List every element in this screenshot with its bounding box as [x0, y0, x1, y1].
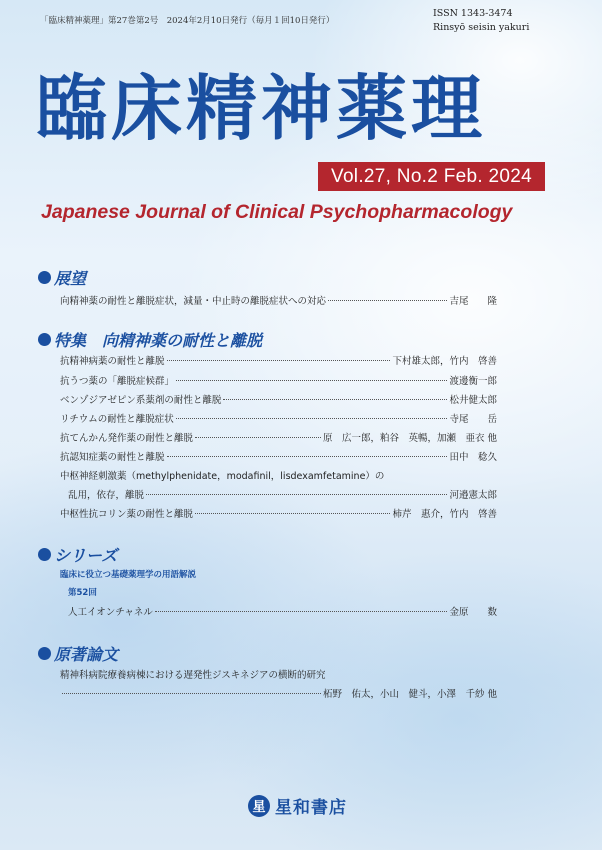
leader-dots — [167, 360, 391, 361]
toc-item[interactable] — [60, 411, 497, 425]
section-heading-label: 展望 — [54, 269, 87, 288]
toc-item[interactable] — [60, 449, 497, 463]
toc-item-author: 下村雄太郎，竹内 啓善 — [392, 356, 497, 367]
toc-item-title: 乱用，依存，離脱 — [68, 490, 145, 501]
series-subtitle: 臨床に役立つ基礎薬理学の用語解説 — [60, 570, 197, 580]
toc-item-author: 松井健太郎 — [449, 395, 497, 406]
english-title: Japanese Journal of Clinical Psychopharmacology — [41, 201, 513, 223]
toc-item-author: 柿芹 惠介，竹内 啓善 — [392, 509, 497, 520]
original-article-title[interactable]: 精神科病院療養病棟における遅発性ジスキネジアの横断的研究 — [60, 670, 326, 681]
section-heading-label: 特集 向精神薬の耐性と離脱 — [54, 331, 263, 350]
leader-dots — [223, 399, 447, 400]
leader-dots — [176, 380, 447, 381]
toc-item-author: 吉尾 隆 — [449, 296, 497, 307]
leader-dots — [167, 456, 448, 457]
leader-dots — [195, 437, 321, 438]
toc-item-author: 渡邊衡一郎 — [449, 376, 497, 387]
toc-item[interactable] — [60, 686, 497, 700]
toc-item-author: 田中 稔久 — [449, 452, 497, 463]
romaji-title: Rinsyō seisin yakuri — [433, 22, 530, 33]
toc-item-title: リチウムの耐性と離脱症状 — [60, 414, 174, 425]
toc-item-title: 抗てんかん発作薬の耐性と離脱 — [60, 433, 194, 444]
leader-dots — [176, 418, 448, 419]
toc-item[interactable] — [68, 604, 497, 618]
publisher-logo-icon: 星 — [248, 795, 270, 817]
toc-item[interactable] — [60, 430, 497, 444]
toc-item[interactable] — [60, 373, 497, 387]
toc-item-title: ベンゾジアゼピン系薬剤の耐性と離脱 — [60, 395, 222, 406]
section-heading-label: シリーズ — [54, 546, 118, 565]
toc-item-title-line1[interactable]: 中枢神経刺激薬（methylphenidate，modafinil，lisdexamfetamine）の — [60, 471, 385, 482]
toc-item[interactable] — [60, 392, 497, 406]
section-heading-tenbou — [38, 266, 86, 289]
leader-dots — [328, 300, 447, 301]
bullet-icon — [38, 333, 51, 346]
leader-dots — [155, 611, 448, 612]
toc-item-title: 人工イオンチャネル — [68, 607, 153, 618]
section-heading-series — [38, 543, 117, 566]
toc-item[interactable] — [60, 506, 497, 520]
section-heading-original — [38, 642, 118, 665]
leader-dots — [146, 494, 447, 495]
toc-item[interactable] — [60, 353, 497, 367]
toc-item-author: 寺尾 岳 — [449, 414, 497, 425]
toc-item-title: 抗認知症薬の耐性と離脱 — [60, 452, 165, 463]
toc-item-author: 河邉憲太郎 — [449, 490, 497, 501]
toc-item-author: 原 広一郎，粕谷 英暢，加瀬 亜衣 他 — [322, 433, 497, 444]
toc-item[interactable] — [68, 487, 497, 501]
bullet-icon — [38, 647, 51, 660]
leader-dots — [62, 693, 321, 694]
issn: ISSN 1343-3474 — [433, 8, 513, 19]
toc-item-title: 抗うつ薬の「離脱症候群」 — [60, 376, 175, 387]
toc-item-title: 中枢性抗コリン薬の耐性と離脱 — [60, 509, 194, 520]
section-heading-special — [38, 328, 262, 351]
publisher-name: 星和書店 — [275, 798, 347, 818]
bullet-icon — [38, 548, 51, 561]
leader-dots — [195, 513, 390, 514]
toc-item-title: 抗精神病薬の耐性と離脱 — [60, 356, 165, 367]
bullet-icon — [38, 271, 51, 284]
publisher — [248, 793, 347, 818]
volume-badge: Vol.27, No.2 Feb. 2024 — [318, 162, 545, 191]
toc-item-author: 金原 数 — [449, 607, 497, 618]
journal-title: 臨床精神薬理 — [36, 67, 487, 150]
toc-item-title: 向精神薬の耐性と離脱症状，減量・中止時の離脱症状への対応 — [60, 296, 327, 307]
series-number: 第52回 — [68, 588, 97, 598]
journal-meta: 「臨床精神薬理」第27巻第2号 2024年2月10日発行（毎月１回10日発行） — [40, 16, 335, 26]
section-heading-label: 原著論文 — [54, 645, 119, 664]
toc-item[interactable] — [60, 293, 497, 307]
toc-item-author: 柘野 佑太，小山 健斗，小澤 千紗 他 — [322, 689, 497, 700]
